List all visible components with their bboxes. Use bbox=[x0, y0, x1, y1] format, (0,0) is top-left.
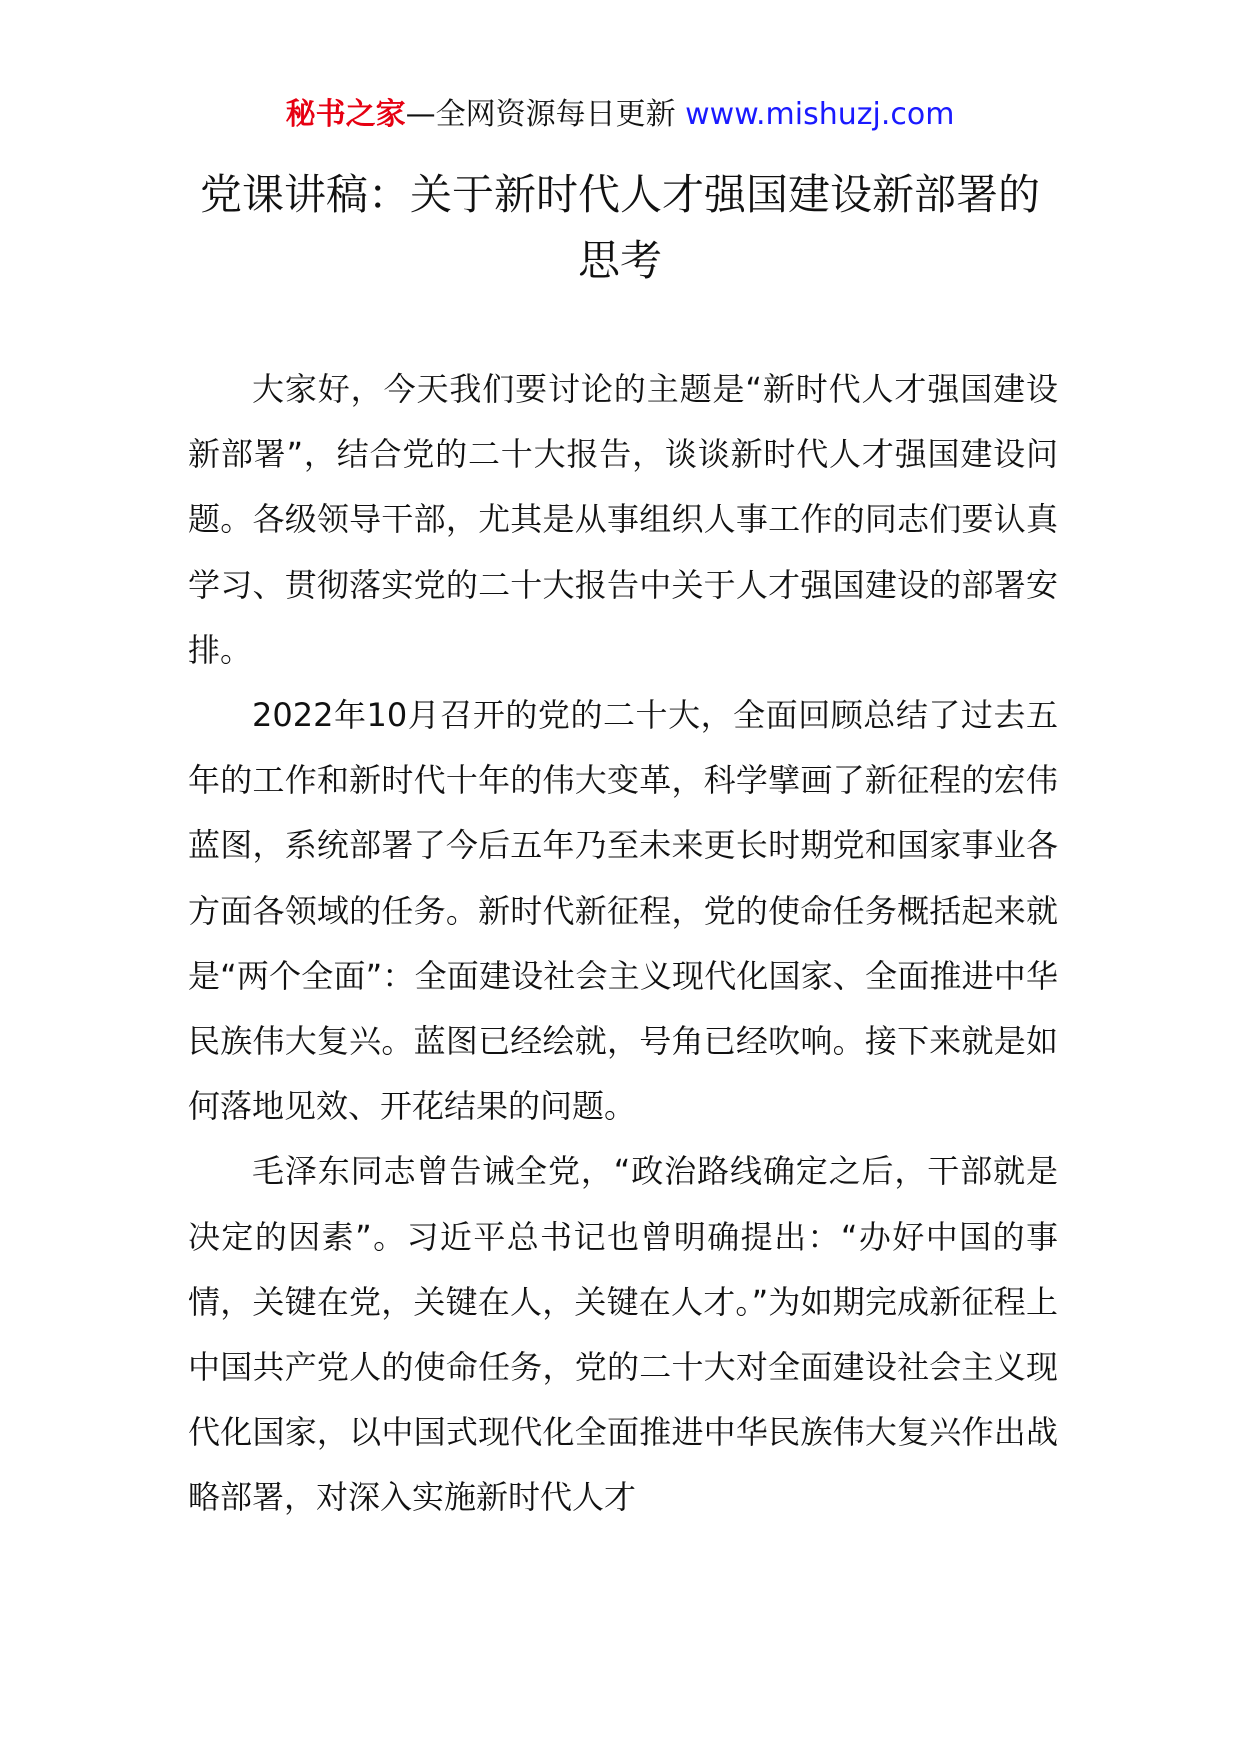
site-url-link[interactable]: www.mishuzj.com bbox=[685, 97, 955, 132]
brand-name: 秘书之家 bbox=[285, 97, 406, 132]
paragraph-intro: 大家好，今天我们要讨论的主题是“新时代人才强国建设新部署”，结合党的二十大报告，谈谈新时代人才强国建设问题。各级领导干部，尤其是从事组织人事工作的同志们要认真学习、贯彻落实党的二十大报告中关于人才强国建设的部署安排。 bbox=[188, 370, 1058, 669]
document-title: 党课讲稿：关于新时代人才强国建设新部署的思考 bbox=[199, 170, 1040, 285]
paragraph-talent: 毛泽东同志曾告诫全党，“政治路线确定之后，干部就是决定的因素”。习近平总书记也曾明确提出：“办好中国的事情，关键在党，关键在人，关键在人才。”为如期完成新征程上中国共产党人的使命任务，党的二十大对全面建设社会主义现代化国家，以中国式现代化全面推进中华民族伟大复兴作出战略部署，对深入实施新时代人才 bbox=[188, 1152, 1058, 1517]
paragraph-congress: 2022年10月召开的党的二十大，全面回顾总结了过去五年的工作和新时代十年的伟大变革，科学擘画了新征程的宏伟蓝图，系统部署了今后五年乃至未来更长时期党和国家事业各方面各领域的任务。新时代新征程，党的使命任务概括起来就是“两个全面”：全面建设社会主义现代化国家、全面推进中华民族伟大复兴。蓝图已经绘就，号角已经吹响。接下来就是如何落地见效、开花结果的问题。 bbox=[188, 696, 1058, 1126]
header-tagline: —全网资源每日更新 bbox=[405, 97, 676, 132]
document-body bbox=[188, 357, 1058, 1531]
site-header bbox=[0, 95, 1240, 135]
